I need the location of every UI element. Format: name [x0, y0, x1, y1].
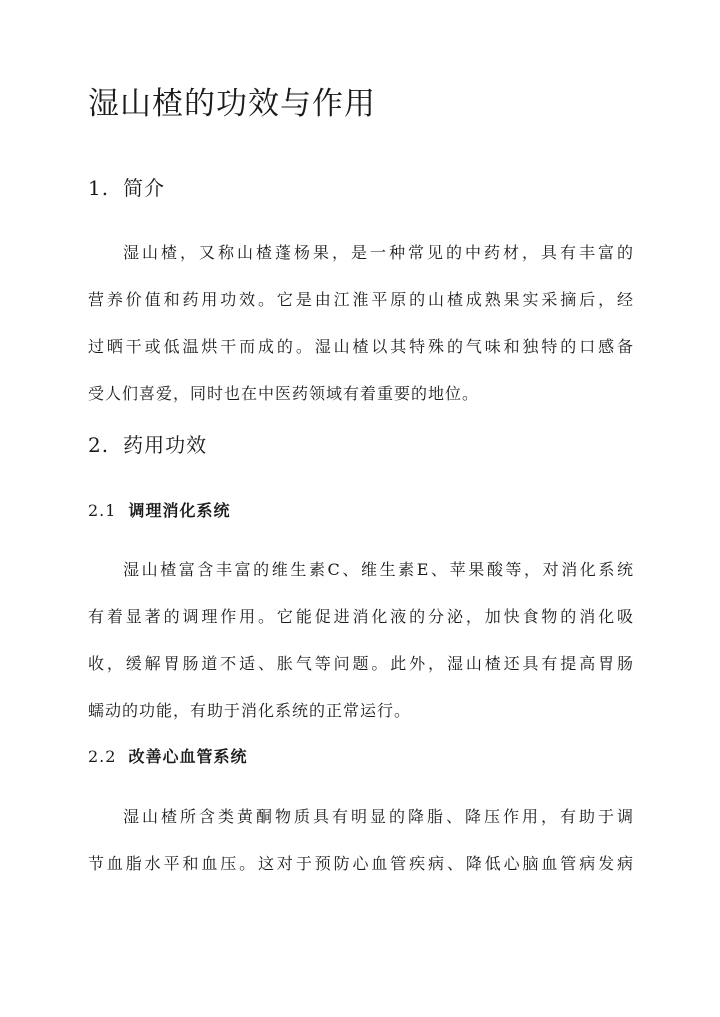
- subsection-title: 改善心血管系统: [128, 747, 248, 766]
- subsection-heading-digestion: [88, 498, 230, 524]
- subsection-number: 2.1: [88, 501, 117, 520]
- paragraph-line: 营养价值和药用功效。它是由江淮平原的山楂成熟果实采摘后，经: [88, 290, 633, 309]
- section-heading-medicinal-effects: [88, 430, 207, 460]
- subsection-number: 2.2: [88, 747, 117, 766]
- paragraph-line: 蠕动的功能，有助于消化系统的正常运行。: [88, 701, 412, 720]
- section-number: 2.: [88, 433, 110, 457]
- paragraph-line: 有着显著的调理作用。它能促进消化液的分泌，加快食物的消化吸: [88, 607, 633, 626]
- paragraph-line: 节血脂水平和血压。这对于预防心血管疾病、降低心脑血管病发病: [88, 854, 633, 873]
- digestion-paragraph: [88, 546, 633, 734]
- cardiovascular-paragraph: [88, 793, 633, 887]
- page-title: 湿山楂的功效与作用: [88, 86, 376, 122]
- section-title: 药用功效: [123, 433, 208, 457]
- intro-paragraph: [88, 229, 633, 417]
- paragraph-line: 受人们喜爱，同时也在中医药领域有着重要的地位。: [88, 384, 480, 403]
- section-number: 1.: [88, 176, 110, 200]
- paragraph-line: 过晒干或低温烘干而成的。湿山楂以其特殊的气味和独特的口感备: [88, 337, 633, 356]
- subsection-heading-cardiovascular: [88, 744, 247, 770]
- paragraph-line: 湿山楂，又称山楂蓬杨果，是一种常见的中药材，具有丰富的: [123, 243, 633, 262]
- section-heading-intro: [88, 173, 165, 203]
- subsection-title: 调理消化系统: [128, 501, 231, 520]
- section-title: 简介: [123, 176, 166, 200]
- paragraph-line: 收，缓解胃肠道不适、胀气等问题。此外，湿山楂还具有提高胃肠: [88, 654, 633, 673]
- paragraph-line: 湿山楂所含类黄酮物质具有明显的降脂、降压作用，有助于调: [123, 807, 633, 826]
- paragraph-line: 湿山楂富含丰富的维生素C、维生素E、苹果酸等，对消化系统: [123, 560, 633, 579]
